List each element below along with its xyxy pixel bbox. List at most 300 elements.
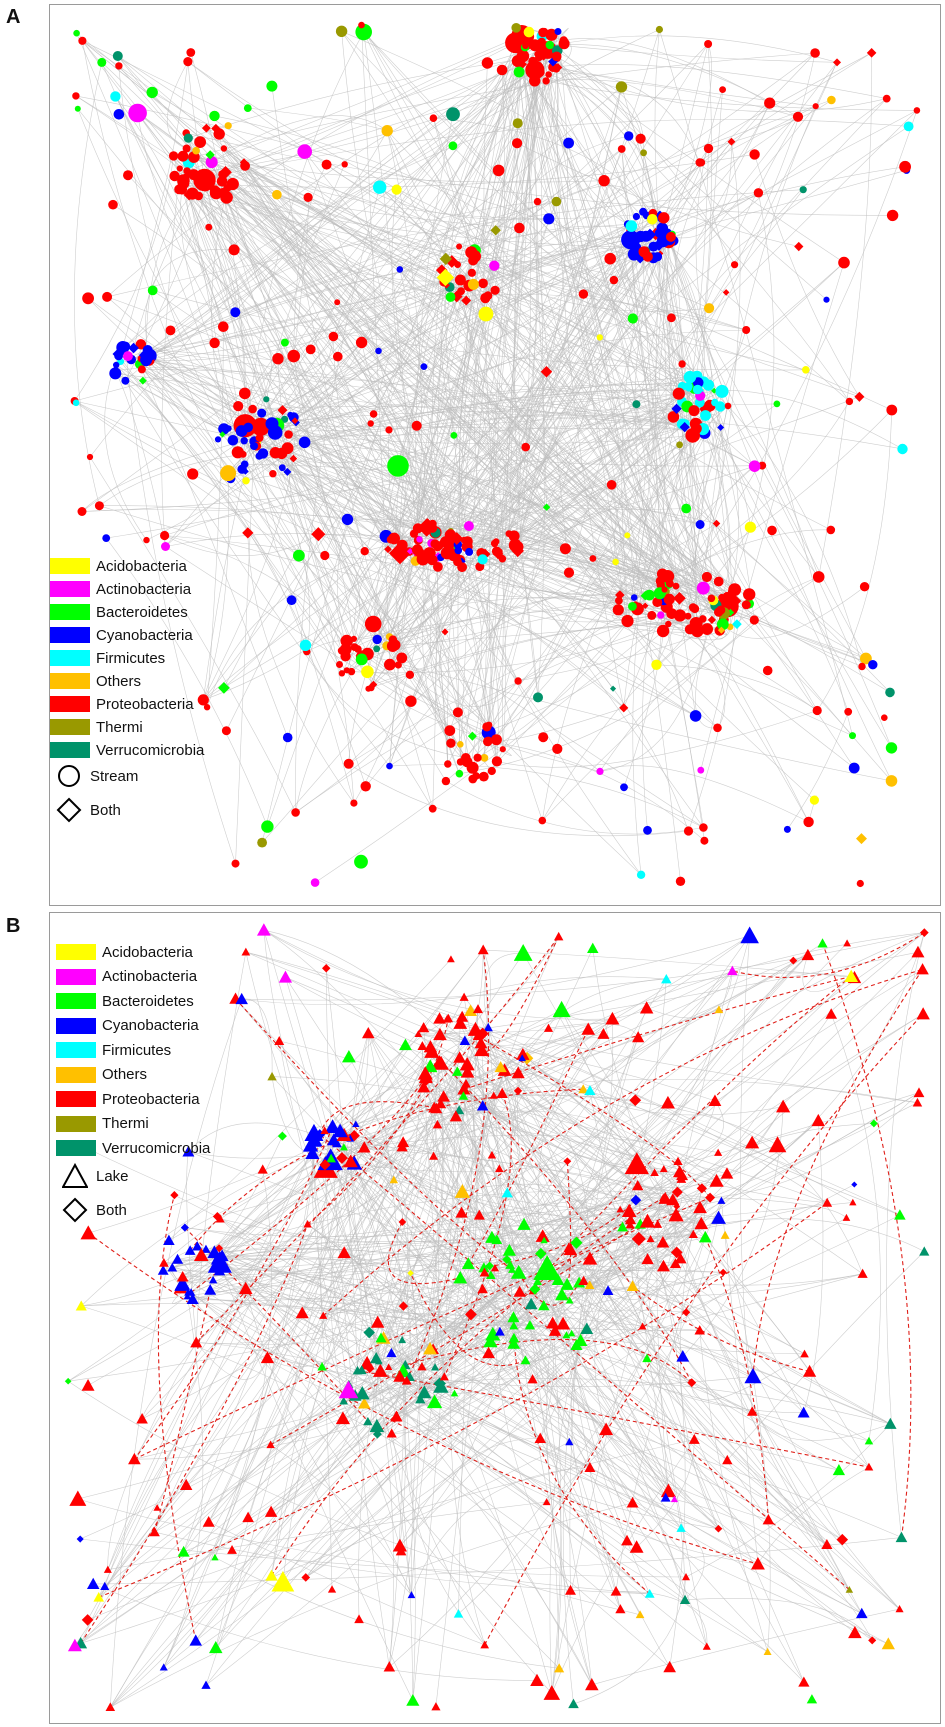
network-node-proteo [793, 112, 803, 122]
legend-item-others [56, 1066, 147, 1084]
network-node-firm [693, 385, 703, 395]
network-node-acido [242, 477, 249, 484]
network-node-verruco [884, 1418, 896, 1429]
network-node-cyano [397, 266, 404, 273]
network-node-proteo [881, 714, 888, 721]
network-node-proteo [468, 256, 478, 266]
network-node-cyano [555, 28, 562, 35]
legend-swatch-firm [50, 650, 90, 666]
network-node-thermi [267, 1072, 276, 1080]
network-node-thermi [552, 197, 562, 207]
network-node-proteo [183, 167, 190, 174]
network-node-bacter [451, 432, 458, 439]
network-node-proteo [478, 279, 488, 289]
network-node-proteo [491, 286, 500, 295]
network-node-proteo [214, 128, 225, 139]
legend-label-proteo: Proteobacteria [102, 1090, 200, 1108]
network-node-proteo [666, 232, 676, 242]
legend-swatch-thermi [50, 719, 90, 735]
network-node-proteo [427, 555, 438, 566]
network-node-actino [279, 971, 292, 983]
network-node-proteo [743, 588, 755, 600]
panel-a-legend-stream [56, 763, 138, 789]
network-node-bacter [456, 770, 464, 778]
network-node-cyano [798, 1407, 810, 1418]
network-node-proteo [530, 1674, 544, 1686]
network-node-proteo [123, 170, 133, 180]
network-node-proteo [754, 188, 763, 197]
network-node-proteo [529, 75, 540, 86]
network-node-proteo [812, 1114, 826, 1126]
network-node-thermi [616, 81, 627, 92]
network-node-firm [904, 122, 914, 132]
network-node-proteo [358, 22, 365, 29]
network-node-proteo [585, 1678, 599, 1690]
network-node-proteo [334, 299, 340, 305]
network-edge [68, 1381, 640, 1615]
network-node-acido [272, 1571, 295, 1591]
network-node-proteo [187, 468, 198, 479]
legend-item-actino [56, 968, 197, 986]
legend-item-firm [56, 1041, 171, 1059]
network-node-others [220, 465, 236, 481]
network-node-proteo [813, 571, 825, 583]
network-node-proteo [209, 338, 219, 348]
network-node-bacter [178, 1546, 190, 1557]
network-node-cyano [109, 367, 121, 379]
network-node-cyano [121, 377, 129, 385]
network-node-cyano [299, 437, 311, 449]
network-node-proteo [229, 244, 240, 255]
network-node-cyano [635, 231, 646, 242]
network-node-bacter [75, 106, 81, 112]
network-node-cyano [696, 520, 705, 529]
network-node-proteo [846, 398, 853, 405]
network-node-proteo [69, 1491, 86, 1506]
network-node-proteo [495, 548, 502, 555]
network-node-cyano [258, 448, 268, 458]
network-node-thermi [656, 26, 663, 33]
network-node-proteo [658, 212, 669, 223]
network-node-proteo [287, 350, 300, 363]
network-node-cyano [236, 425, 248, 437]
lake-network-graph [50, 913, 940, 1723]
legend-item-bacter [56, 992, 194, 1010]
network-node-firm [637, 871, 645, 879]
network-node-cyano [102, 534, 110, 542]
network-node-bacter [148, 286, 158, 296]
network-edge [142, 1289, 246, 1419]
network-node-proteo [342, 161, 348, 167]
network-node-bacter [807, 1694, 817, 1703]
network-node-proteo [538, 732, 548, 742]
network-node-proteo [399, 546, 407, 554]
network-edge [184, 1367, 422, 1552]
network-node-proteo [542, 77, 549, 84]
network-node-proteo [545, 71, 552, 78]
panel-a-shape-label-both: Both [90, 801, 121, 819]
network-node-actino [697, 582, 710, 595]
network-node-proteo [621, 615, 633, 627]
network-node-cyano [631, 594, 638, 601]
legend-swatch-cyano [50, 627, 90, 643]
network-edge [349, 764, 689, 836]
network-node-proteo [607, 480, 617, 490]
network-node-proteo [433, 1120, 442, 1129]
network-node-firm [454, 1609, 463, 1618]
panel-a-network [49, 4, 941, 906]
network-node-cyano [114, 352, 123, 361]
network-node-cyano [283, 733, 293, 743]
network-edge [600, 766, 809, 822]
network-node-proteo [442, 777, 450, 785]
network-node-proteo [78, 37, 86, 45]
panel-a-label: A [6, 6, 21, 28]
network-node-cyano [624, 131, 633, 140]
network-node-proteo [764, 98, 775, 109]
network-node-cyano [230, 307, 240, 317]
network-node-verruco [800, 186, 807, 193]
network-node-bacter [281, 339, 289, 347]
panel-a-shape-label-stream: Stream [90, 767, 139, 785]
negative-edge [732, 933, 924, 978]
network-node-proteo [598, 175, 609, 186]
legend-label-acido: Acidobacteria [102, 943, 193, 961]
network-node-proteo [320, 551, 329, 560]
network-node-proteo [362, 1027, 375, 1038]
legend-swatch-actino [50, 581, 90, 597]
network-node-bacter [209, 111, 219, 121]
network-node-proteo [429, 805, 437, 813]
network-node-proteo [640, 1001, 653, 1013]
network-node-proteo [685, 613, 692, 620]
network-node-proteo [269, 470, 276, 477]
network-node-proteo [687, 1378, 696, 1387]
network-node-proteo [72, 92, 79, 99]
network-node-proteo [82, 1379, 95, 1391]
network-node-actino [257, 923, 271, 935]
network-node-firm [626, 220, 638, 232]
network-edge [356, 936, 750, 1124]
network-node-proteo [838, 257, 850, 269]
network-node-proteo [916, 963, 929, 974]
network-node-others [704, 303, 714, 313]
network-node-proteo [684, 826, 693, 835]
network-node-bacter [514, 67, 525, 78]
network-node-actino [123, 351, 133, 361]
network-node-proteo [344, 759, 354, 769]
network-node-proteo [461, 753, 471, 763]
network-node-others [856, 833, 867, 844]
network-node-proteo [483, 737, 492, 746]
network-node-firm [897, 444, 907, 454]
network-edge [571, 1331, 620, 1610]
network-node-cyano [113, 362, 119, 368]
network-edge [446, 781, 704, 834]
network-edge [74, 62, 101, 505]
network-node-proteo [802, 949, 815, 960]
network-node-proteo [492, 756, 502, 766]
network-node-proteo [361, 547, 369, 555]
network-node-proteo [365, 686, 371, 692]
network-node-proteo [486, 722, 493, 729]
network-node-proteo [528, 57, 537, 66]
network-node-acido [479, 307, 494, 322]
legend-label-firm: Firmicutes [96, 649, 166, 667]
legend-swatch-bacter [56, 993, 96, 1009]
network-node-actino [489, 261, 499, 271]
network-node-proteo [87, 454, 93, 460]
network-node-proteo [538, 38, 546, 46]
network-node-bacter [97, 58, 106, 67]
network-node-proteo [517, 50, 530, 63]
network-node-cyano [250, 442, 258, 450]
network-node-proteo [554, 932, 563, 940]
network-node-proteo [789, 957, 797, 965]
network-node-bacter [342, 1050, 356, 1062]
network-node-proteo [657, 569, 668, 580]
network-node-proteo [613, 604, 624, 615]
network-node-proteo [512, 138, 522, 148]
network-node-proteo [621, 1535, 633, 1546]
network-node-proteo [844, 708, 852, 716]
network-node-proteo [833, 58, 841, 66]
network-node-proteo [389, 635, 397, 643]
network-node-proteo [80, 1225, 96, 1239]
network-node-bacter [849, 732, 856, 739]
network-edge [331, 1147, 364, 1401]
network-node-proteo [647, 611, 656, 620]
network-node-bacter [628, 313, 638, 323]
network-node-proteo [153, 1504, 160, 1511]
network-node-proteo [678, 360, 685, 367]
network-node-verruco [632, 400, 640, 408]
network-node-bacter [517, 1218, 530, 1230]
network-node-proteo [284, 430, 293, 439]
legend-item-thermi [56, 1115, 149, 1133]
network-node-verruco [113, 51, 123, 61]
network-node-proteo [242, 948, 251, 956]
network-node-acido [651, 660, 661, 670]
network-node-proteo [887, 210, 898, 221]
legend-swatch-acido [50, 558, 90, 574]
network-node-verruco [610, 686, 616, 692]
network-node-proteo [534, 198, 541, 205]
network-node-thermi [336, 26, 347, 37]
network-node-proteo [719, 86, 726, 93]
network-node-proteo [198, 694, 209, 705]
network-edge [683, 1107, 783, 1357]
network-node-proteo [742, 326, 750, 334]
network-node-proteo [521, 443, 530, 452]
network-node-proteo [690, 617, 703, 630]
network-node-proteo [750, 615, 759, 624]
legend-swatch-bacter [50, 604, 90, 620]
network-node-thermi [676, 441, 683, 448]
network-node-proteo [95, 501, 104, 510]
network-node-firm [110, 91, 120, 101]
network-node-bacter [244, 104, 252, 112]
network-node-firm [720, 387, 726, 393]
legend-item-cyano [56, 1017, 199, 1035]
network-node-proteo [333, 352, 343, 362]
network-node-proteo [564, 568, 574, 578]
network-node-proteo [858, 663, 865, 670]
network-node-proteo [239, 388, 251, 400]
legend-swatch-proteo [50, 696, 90, 712]
network-edge [257, 106, 816, 446]
network-node-proteo [351, 636, 357, 642]
legend-label-actino: Actinobacteria [102, 968, 198, 985]
legend-label-others: Others [96, 672, 142, 690]
network-node-bacter [65, 1378, 72, 1385]
network-node-bacter [406, 1694, 419, 1706]
network-edge [464, 933, 924, 1090]
network-node-proteo [220, 191, 233, 204]
network-node-cyano [375, 348, 382, 355]
network-node-proteo [82, 1614, 94, 1626]
legend-item-cyano [50, 626, 193, 644]
network-node-proteo [794, 242, 803, 251]
legend-label-others: Others [102, 1066, 148, 1083]
network-node-cyano [620, 783, 628, 791]
legend-item-thermi [50, 718, 143, 736]
network-node-proteo [115, 62, 122, 69]
network-node-acido [802, 366, 810, 374]
network-edge [99, 454, 243, 505]
network-node-proteo [431, 1702, 440, 1710]
network-node-firm [478, 554, 488, 564]
network-node-proteo [457, 562, 467, 572]
network-node-cyano [215, 436, 221, 442]
network-node-proteo [704, 40, 712, 48]
network-node-acido [524, 27, 535, 38]
network-node-proteo [441, 547, 454, 560]
network-node-proteo [538, 28, 547, 37]
network-edge [592, 1609, 900, 1685]
diamond-icon [62, 1197, 88, 1223]
network-node-proteo [365, 616, 382, 633]
network-node-bacter [886, 742, 897, 753]
network-node-proteo [479, 772, 489, 782]
legend-label-verruco: Verrucomicrobia [96, 741, 205, 759]
network-node-proteo [731, 261, 738, 268]
network-node-proteo [221, 145, 227, 151]
network-node-proteo [657, 625, 669, 637]
network-node-proteo [205, 224, 212, 231]
network-node-proteo [843, 939, 851, 946]
network-node-proteo [430, 539, 439, 548]
network-node-proteo [194, 192, 203, 201]
network-node-cyano [421, 363, 428, 370]
network-node-proteo [643, 252, 653, 262]
network-node-proteo [583, 1251, 598, 1264]
network-node-bacter [833, 1464, 845, 1475]
network-node-proteo [410, 530, 418, 538]
network-node-proteo [749, 149, 759, 159]
network-node-proteo [474, 754, 482, 762]
network-node-cyano [114, 109, 125, 120]
legend-item-proteo [50, 695, 194, 713]
network-edge [108, 1502, 547, 1570]
network-node-proteo [183, 57, 192, 66]
network-edge [283, 1335, 567, 1582]
network-node-cyano [77, 1535, 84, 1542]
network-node-proteo [329, 332, 339, 342]
network-node-proteo [553, 65, 560, 72]
network-node-actino [657, 611, 664, 618]
network-node-bacter [446, 292, 456, 302]
network-node-bacter [587, 943, 598, 953]
network-node-bacter [387, 455, 409, 477]
network-node-proteo [270, 447, 281, 458]
network-node-proteo [661, 586, 667, 592]
network-node-proteo [405, 696, 416, 707]
network-node-proteo [78, 507, 87, 516]
network-node-proteo [590, 555, 597, 562]
network-node-proteo [178, 177, 190, 189]
network-node-cyano [228, 435, 239, 446]
network-node-proteo [704, 144, 713, 153]
network-node-proteo [849, 1199, 856, 1206]
network-node-proteo [534, 51, 541, 58]
network-node-proteo [527, 1374, 537, 1383]
network-node-proteo [301, 1573, 310, 1582]
legend-label-proteo: Proteobacteria [96, 695, 194, 713]
network-node-proteo [514, 223, 525, 234]
network-node-actino [749, 460, 761, 472]
network-edge [723, 390, 902, 449]
legend-label-acido: Acidobacteria [96, 557, 187, 575]
legend-swatch-thermi [56, 1116, 96, 1132]
network-node-proteo [447, 955, 455, 962]
network-node-cyano [690, 710, 702, 722]
network-node-proteo [676, 877, 685, 886]
network-node-proteo [166, 326, 176, 336]
network-node-verruco [568, 1699, 579, 1709]
network-node-proteo [190, 1337, 202, 1348]
network-node-cyano [373, 635, 382, 644]
network-node-proteo [336, 661, 343, 668]
network-edge [209, 1162, 351, 1523]
network-node-others [272, 190, 282, 200]
network-node-cyano [851, 1181, 857, 1187]
network-node-proteo [143, 537, 149, 543]
network-node-proteo [177, 165, 183, 171]
network-node-cyano [386, 763, 393, 770]
network-node-proteo [702, 572, 712, 582]
network-node-others [721, 1231, 730, 1239]
network-node-proteo [304, 193, 313, 202]
legend-item-others [50, 672, 141, 690]
network-edge [819, 53, 872, 577]
network-node-bacter [73, 30, 80, 37]
network-node-proteo [412, 421, 422, 431]
network-node-cyano [740, 927, 759, 944]
network-node-proteo [387, 662, 394, 669]
network-node-proteo [536, 68, 545, 77]
network-node-proteo [883, 95, 891, 103]
network-node-bacter [356, 654, 368, 666]
network-node-proteo [618, 145, 626, 153]
network-node-proteo [666, 608, 677, 619]
network-node-proteo [178, 151, 189, 162]
network-node-proteo [218, 321, 229, 332]
network-node-bacter [293, 550, 305, 562]
network-node-actino [416, 536, 422, 542]
network-node-proteo [291, 808, 300, 817]
network-node-proteo [860, 582, 869, 591]
